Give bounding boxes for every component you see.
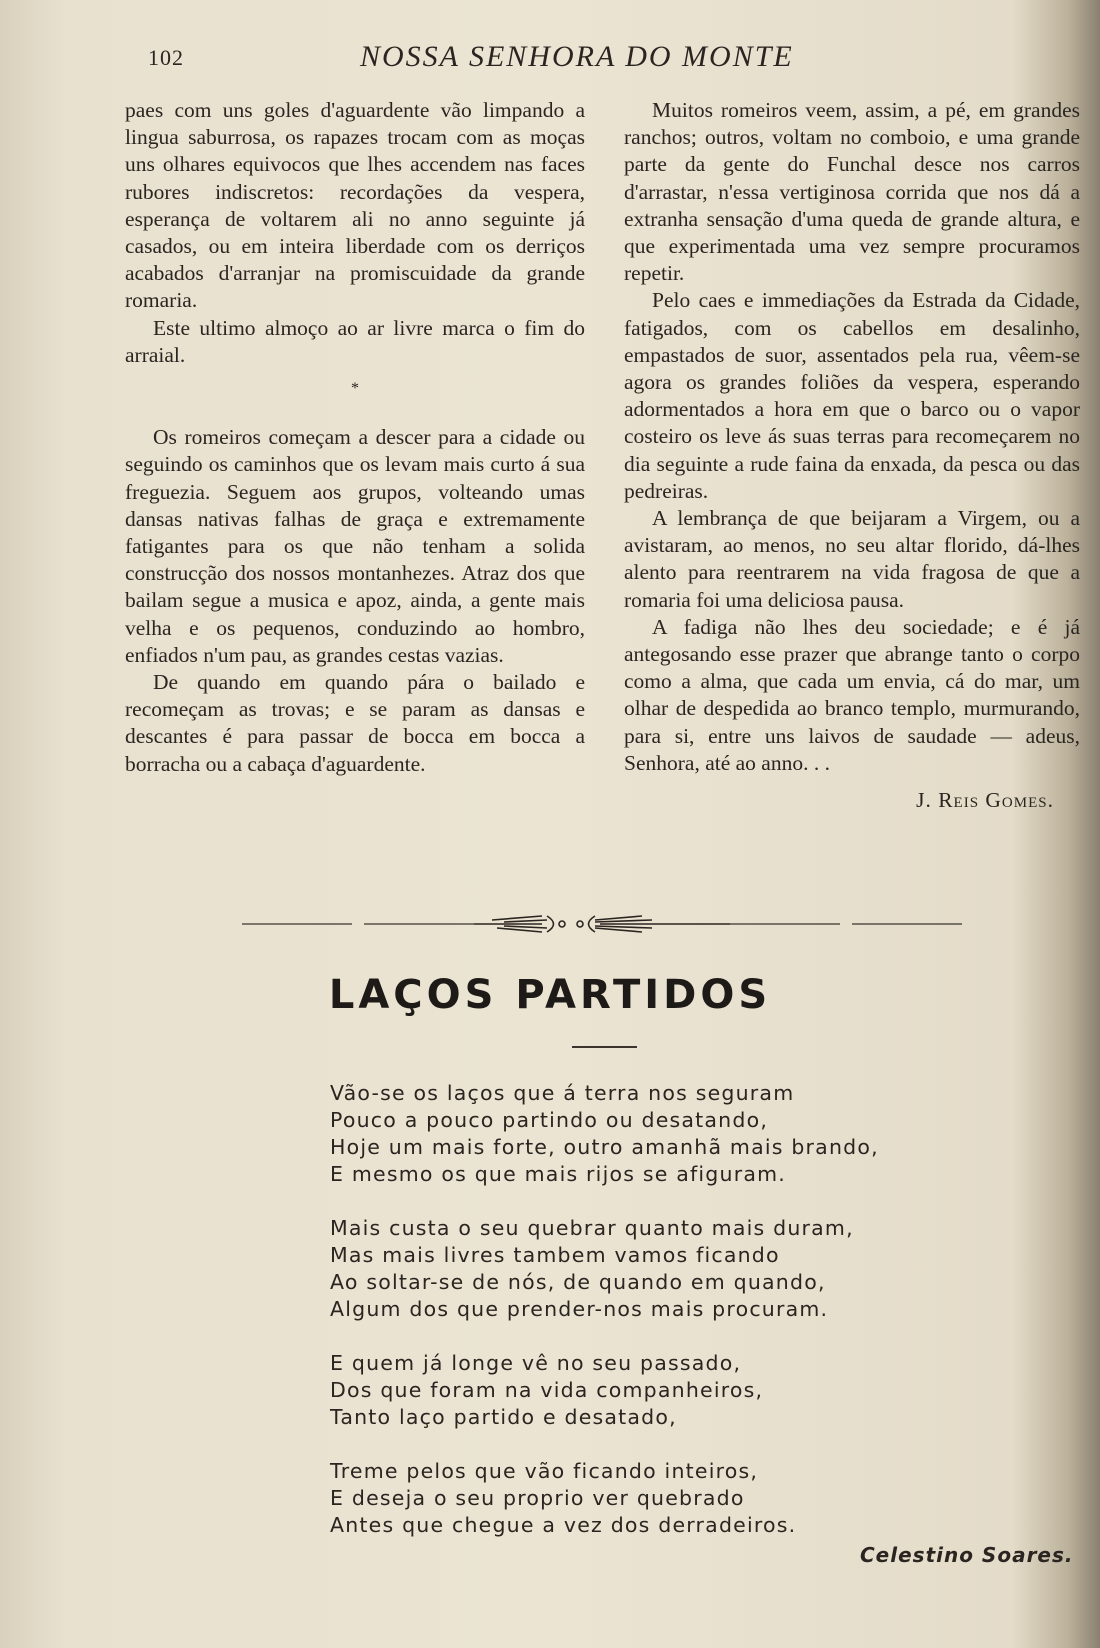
paragraph: Muitos romeiros veem, assim, a pé, em grandes ranchos; outros, voltam no comboio, e uma grande parte da gente do Funchal desce nos carros d'arrastar, n'essa vertiginosa corrida que nos dá a extranha sensação d'uma queda de grande altura, e que experimentada uma vez sempre procuramos repetir.	[624, 98, 1080, 286]
verse-line: Mais custa o seu quebrar quanto mais duram,	[330, 1216, 854, 1240]
verse-line: Dos que foram na vida companheiros,	[330, 1378, 764, 1402]
section-separator: *	[351, 380, 359, 398]
paragraph: A fadiga não lhes deu sociedade; e é já antegosando esse prazer que abrange tanto o corpo como a alma, que cada um envia, cá do mar, um olhar de despedida ao branco templo, murmurando, para si, entre uns laivos de saudade — adeus, Senhora, até ao anno. . .	[624, 614, 1080, 775]
ornamental-divider	[242, 912, 962, 936]
poem-author: Celestino Soares.	[860, 1543, 1074, 1567]
paragraph: A lembrança de que beijaram a Virgem, ou a avistaram, ao menos, no seu altar florido, dá-lhes alento para reentrarem na vida fragosa de que a romaria foi uma deliciosa pausa.	[624, 506, 1080, 612]
paragraph: De quando em quando pára o bailado e recomeçam as trovas; e se param as dansas e descantes é para passar de bocca em bocca a borracha ou a cabaça d'aguardente.	[125, 670, 585, 776]
title-underline	[572, 1046, 637, 1048]
paragraph: Os romeiros começam a descer para a cidade ou seguindo os caminhos que os levam mais curto á sua freguezia. Seguem aos grupos, volteando umas dansas nativas falhas de graça e extremamente fatigantes para os que não tenham a solida construcção dos nossos montanhezes. Atraz dos que bailam segue a musica e apoz, ainda, a gente mais velha e os pequenos, conduzindo ao hombro, enfiados n'um pau, as grandes cestas vazias.	[125, 425, 585, 667]
stanza	[330, 1350, 930, 1431]
stanza	[330, 1458, 930, 1539]
verse-line: Tanto laço partido e desatado,	[330, 1405, 677, 1429]
poem-body	[330, 1080, 930, 1566]
page-number: 102	[148, 45, 184, 70]
verse-line: Hoje um mais forte, outro amanhã mais brando,	[330, 1135, 879, 1159]
verse-line: Algum dos que prender-nos mais procuram.	[330, 1297, 829, 1321]
verse-line: Mas mais livres tambem vamos ficando	[330, 1243, 780, 1267]
verse-line: Antes que chegue a vez dos derradeiros.	[330, 1513, 797, 1537]
paragraph: Pelo caes e immediações da Estrada da Cidade, fatigados, com os cabellos em desalinho, empastados de suor, assentados pela rua, vêem-se agora os grandes foliões da vespera, esperando adormentados a hora em que o barco ou o vapor costeiro os leve ás suas terras para recomeçarem no dia seguinte a rude faina da enxada, da pesca ou das pedreiras.	[624, 288, 1080, 503]
stanza	[330, 1215, 930, 1323]
paragraph: Este ultimo almoço ao ar livre marca o fim do arraial.	[125, 315, 585, 367]
verse-line: E deseja o seu proprio ver quebrado	[330, 1486, 745, 1510]
verse-line: E mesmo os que mais rijos se afiguram.	[330, 1162, 786, 1186]
verse-line: Pouco a pouco partindo ou desatando,	[330, 1108, 769, 1132]
paragraph: paes com uns goles d'aguardente vão limpando a lingua saburrosa, os rapazes trocam com as moças uns olhares equivocos que lhes accendem nas faces rubores indiscretos: recordações da vespera, esperança de voltarem ali no anno seguinte já casados, ou em inteira liberdade com os derriços acabados d'arranjar na promiscuidade da grande romaria.	[125, 98, 585, 313]
verse-line: Vão-se os laços que á terra nos seguram	[330, 1081, 795, 1105]
verse-line: Ao soltar-se de nós, de quando em quando,	[330, 1270, 826, 1294]
stanza	[330, 1080, 930, 1188]
verse-line: Treme pelos que vão ficando inteiros,	[330, 1459, 759, 1483]
verse-line: E quem já longe vê no seu passado,	[330, 1351, 742, 1375]
running-title: NOSSA SENHORA DO MONTE	[360, 40, 794, 73]
poem-title: LAÇOS PARTIDOS	[328, 972, 772, 1018]
left-column	[125, 97, 585, 778]
right-column	[624, 97, 1080, 814]
article-signature: J. Reis Gomes.	[916, 788, 1054, 813]
